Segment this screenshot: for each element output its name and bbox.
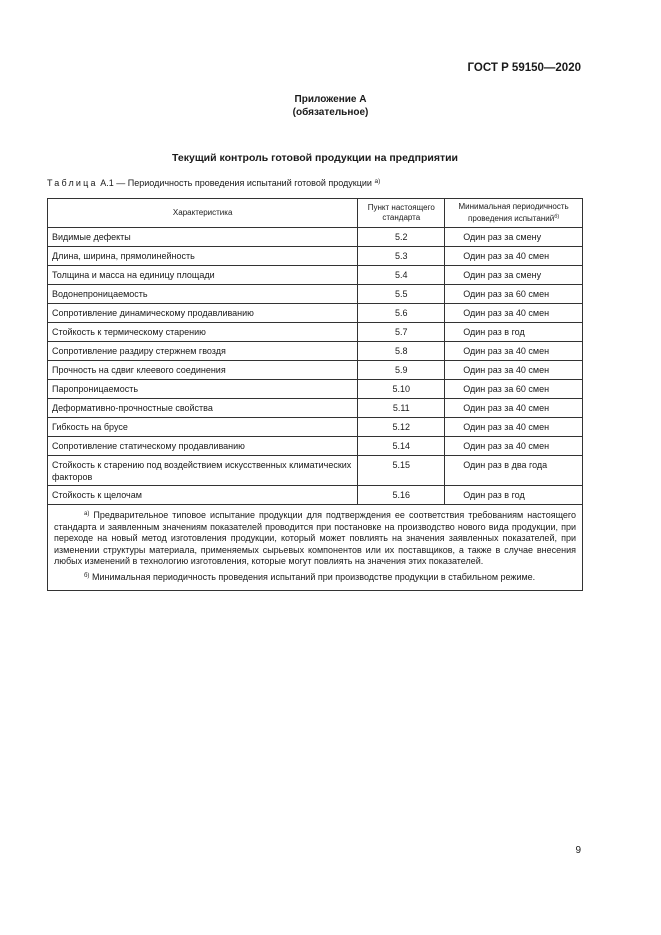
table-row <box>48 285 583 304</box>
section-title: Текущий контроль готовой продукции на предприятии <box>172 152 458 164</box>
row-period: Один раз за 60 смен <box>445 380 583 399</box>
row-point: 5.9 <box>358 361 445 380</box>
row-point: 5.7 <box>358 323 445 342</box>
row-characteristic: Сопротивление статическому продавливанию <box>48 437 358 456</box>
row-period: Один раз в год <box>445 486 583 505</box>
table-row <box>48 247 583 266</box>
row-point: 5.5 <box>358 285 445 304</box>
row-period: Один раз за смену <box>445 266 583 285</box>
row-characteristic: Видимые дефекты <box>48 228 358 247</box>
row-characteristic: Водонепроницаемость <box>48 285 358 304</box>
row-period: Один раз за 40 смен <box>445 361 583 380</box>
table-caption-note-mark: а) <box>374 178 381 185</box>
row-period: Один раз за 40 смен <box>445 247 583 266</box>
table-row <box>48 342 583 361</box>
note-b: $^{б)}$ Минимальная периодичность проведения испытаний при производстве продукции в стабильном режиме. <box>84 571 536 582</box>
row-characteristic: Длина, ширина, прямолинейность <box>48 247 358 266</box>
row-period: Один раз за смену <box>445 228 583 247</box>
row-period: Один раз за 40 смен <box>445 399 583 418</box>
row-point: 5.6 <box>358 304 445 323</box>
appendix-title: Приложение А <box>294 94 367 105</box>
page-number: 9 <box>575 845 581 856</box>
row-period: Один раз в два года <box>445 456 583 486</box>
row-period: Один раз за 40 смен <box>445 342 583 361</box>
header-characteristic: Характеристика <box>48 199 358 228</box>
table-row <box>48 266 583 285</box>
table-caption-text: — Периодичность проведения испытаний готовой продукции <box>116 178 372 188</box>
header-point: Пункт настоящего стандарта <box>358 199 445 228</box>
row-characteristic: Паропроницаемость <box>48 380 358 399</box>
table-row <box>48 228 583 247</box>
row-characteristic: Стойкость к старению под воздействием искусственных климатических факторов <box>48 456 358 486</box>
row-point: 5.12 <box>358 418 445 437</box>
row-characteristic: Гибкость на брусе <box>48 418 358 437</box>
row-point: 5.15 <box>358 456 445 486</box>
test-frequency-table <box>47 198 583 591</box>
table-row <box>48 486 583 505</box>
row-point: 5.10 <box>358 380 445 399</box>
table-row <box>48 456 583 486</box>
row-point: 5.8 <box>358 342 445 361</box>
table-notes-row <box>48 505 583 591</box>
note-a: $^{а)}$ Предварительное типовое испытание продукции для подтверждения ее соответствия требованиям настоящего стандарта и заявленным значениям показателей проводится при постановке на производство нового вида продукции, при переходе на новый метод изготовления продукции, который может повлиять на значения заявленных показателей, при изменении структуры материала, применяемых сырьевых компонентов или их поставщиков, а также в случае внесения любых изменений в технологию изготовления, которые могут повлиять на значения этих показателей. <box>54 510 576 566</box>
header-period-mark: б) <box>554 214 560 220</box>
row-characteristic: Сопротивление динамическому продавливанию <box>48 304 358 323</box>
table-notes <box>48 505 583 591</box>
row-point: 5.3 <box>358 247 445 266</box>
table-caption-label: Таблица <box>47 178 98 188</box>
table-row <box>48 399 583 418</box>
table-caption-number: А.1 <box>100 178 114 188</box>
row-point: 5.11 <box>358 399 445 418</box>
row-point: 5.2 <box>358 228 445 247</box>
table-row <box>48 437 583 456</box>
row-period: Один раз за 40 смен <box>445 418 583 437</box>
row-characteristic: Стойкость к термическому старению <box>48 323 358 342</box>
table-caption <box>47 178 380 188</box>
row-point: 5.14 <box>358 437 445 456</box>
row-point: 5.4 <box>358 266 445 285</box>
row-characteristic: Деформативно-прочностные свойства <box>48 399 358 418</box>
appendix-subtitle: (обязательное) <box>292 107 369 118</box>
table-header-row <box>48 199 583 228</box>
table-row <box>48 323 583 342</box>
row-period: Один раз за 60 смен <box>445 285 583 304</box>
header-period: Минимальная периодичность проведения испытаний$^{б)}$ <box>445 199 583 228</box>
row-period: Один раз в год <box>445 323 583 342</box>
row-point: 5.16 <box>358 486 445 505</box>
table-row <box>48 361 583 380</box>
appendix-heading <box>0 93 661 119</box>
row-characteristic: Прочность на сдвиг клеевого соединения <box>48 361 358 380</box>
standard-code: ГОСТ Р 59150—2020 <box>467 62 581 74</box>
table-row <box>48 380 583 399</box>
table-row <box>48 418 583 437</box>
row-characteristic: Толщина и масса на единицу площади <box>48 266 358 285</box>
row-characteristic: Стойкость к щелочам <box>48 486 358 505</box>
row-period: Один раз за 40 смен <box>445 437 583 456</box>
row-characteristic: Сопротивление раздиру стержнем гвоздя <box>48 342 358 361</box>
row-period: Один раз за 40 смен <box>445 304 583 323</box>
table-row <box>48 304 583 323</box>
